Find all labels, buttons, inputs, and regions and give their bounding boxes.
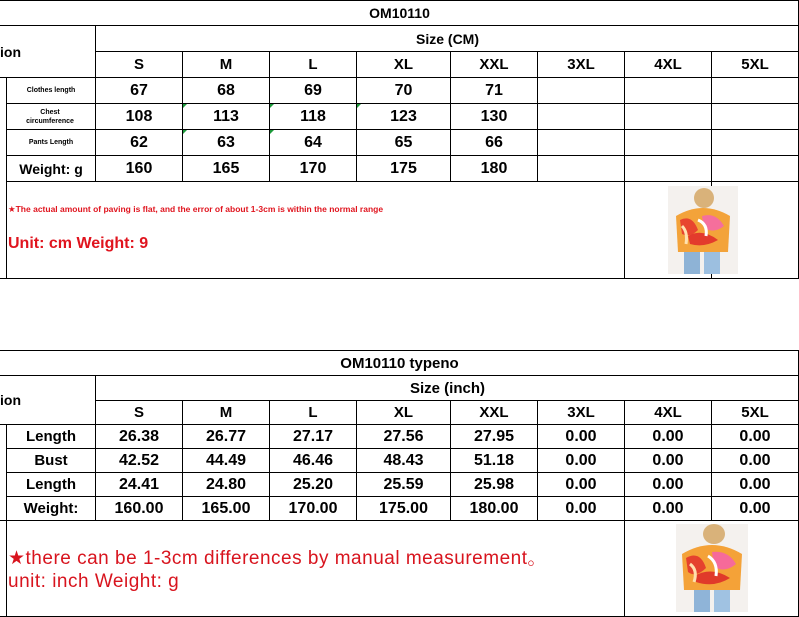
size-label: XXL (479, 56, 509, 73)
left-header: ion (0, 392, 21, 408)
table-cell: 0.00 (652, 499, 684, 517)
table-cell: 0.00 (565, 451, 597, 469)
table-cell: 175.00 (379, 499, 428, 517)
size-label: 5XL (741, 404, 769, 421)
size-label: 4XL (654, 56, 682, 73)
row-label: Pants Length (28, 139, 74, 146)
row-label: Chest circumference (26, 108, 74, 125)
table-cell: 0.00 (739, 475, 771, 493)
table-cell: 62 (130, 133, 148, 151)
size-label: M (219, 56, 233, 73)
table-cell: 27.95 (473, 427, 515, 445)
table-cell: 68 (217, 81, 235, 99)
table-cell: 42.52 (118, 451, 160, 469)
size-label: S (133, 56, 144, 73)
size-label: XL (393, 56, 414, 73)
size-label: 3XL (567, 404, 595, 421)
table-cell: 63 (217, 133, 235, 151)
table-cell: 108 (125, 107, 153, 125)
table-cell: 48.43 (383, 451, 424, 469)
table-cell: 160.00 (114, 499, 164, 517)
table-cell: 170.00 (288, 499, 338, 517)
size-header: Size (CM) (416, 30, 479, 47)
table-cell: 70 (394, 81, 413, 99)
cell-marker-icon (270, 130, 274, 134)
unit-note: Unit: cm Weight: 9 (8, 235, 149, 252)
row-label: Weight: g (19, 160, 83, 177)
table-cell: 44.49 (205, 451, 247, 469)
table-cell: 0.00 (565, 475, 597, 493)
table-cell: 24.80 (205, 475, 247, 493)
table-title: OM10110 (369, 5, 430, 21)
table-cell: 25.59 (383, 475, 424, 493)
table-cell: 118 (300, 107, 326, 125)
size-label: XL (393, 404, 414, 421)
cell-marker-icon (183, 130, 187, 134)
size-label: L (308, 404, 318, 421)
row-label: Bust (34, 452, 68, 469)
table-cell: 0.00 (739, 427, 771, 445)
table-cell: 0.00 (652, 451, 684, 469)
table-cell: 165.00 (201, 499, 251, 517)
table-cell: 0.00 (739, 499, 771, 517)
size-header: Size (inch) (409, 379, 485, 397)
size-label: 3XL (567, 56, 595, 73)
table-cell: 165 (212, 159, 240, 177)
cell-marker-icon (270, 104, 274, 108)
size-label: XXL (479, 404, 509, 421)
product-photo (676, 524, 748, 612)
product-photo (668, 186, 738, 274)
table-cell: 27.17 (292, 427, 334, 445)
table-cell: 180 (480, 159, 508, 177)
table-cell: 160 (125, 159, 153, 177)
size-label: S (133, 404, 144, 421)
table-cell: 180.00 (469, 499, 519, 517)
measurement-note: ★The actual amount of paving is flat, and the error of about 1-3cm is within the normal range (8, 204, 384, 214)
table-cell: 67 (130, 81, 148, 99)
table-cell: 0.00 (652, 427, 684, 445)
table-cell: 24.41 (118, 475, 160, 493)
table-cell: 25.98 (473, 475, 515, 493)
size-label: 5XL (741, 56, 769, 73)
cell-marker-icon (357, 104, 361, 108)
table-cell: 25.20 (292, 475, 334, 493)
table-cell: 0.00 (565, 499, 597, 517)
table-cell: 51.18 (473, 451, 515, 469)
table-title: OM10110 typeno (340, 354, 459, 372)
table-cell: 66 (485, 133, 503, 151)
table-cell: 130 (480, 107, 508, 125)
unit-note: unit: inch Weight: g (8, 571, 180, 592)
table-cell: 0.00 (652, 475, 684, 493)
row-label: Clothes length (26, 87, 76, 94)
size-label: 4XL (654, 404, 682, 421)
table-cell: 170 (299, 159, 327, 177)
table-cell: 46.46 (292, 451, 334, 469)
size-label: M (219, 404, 233, 421)
table-cell: 0.00 (565, 427, 597, 445)
row-label: Length (26, 428, 76, 445)
table-cell: 26.38 (118, 427, 160, 445)
table-cell: 26.77 (205, 427, 247, 445)
left-header: ion (0, 43, 21, 60)
table-cell: 175 (390, 159, 417, 177)
table-cell: 64 (304, 133, 322, 151)
table-cell: 0.00 (739, 451, 771, 469)
table-cell: 69 (304, 81, 322, 99)
table-cell: 71 (485, 81, 503, 99)
cell-marker-icon (183, 104, 187, 108)
table-cell: 123 (390, 107, 417, 125)
table-cell: 113 (213, 107, 239, 125)
table-cell: 65 (394, 133, 413, 151)
size-label: L (308, 56, 318, 73)
row-label: Length (26, 476, 76, 493)
row-label: Weight: (23, 500, 79, 517)
measurement-note: ★there can be 1-3cm differences by manual measurement。 (8, 548, 547, 569)
table-cell: 27.56 (383, 427, 424, 445)
